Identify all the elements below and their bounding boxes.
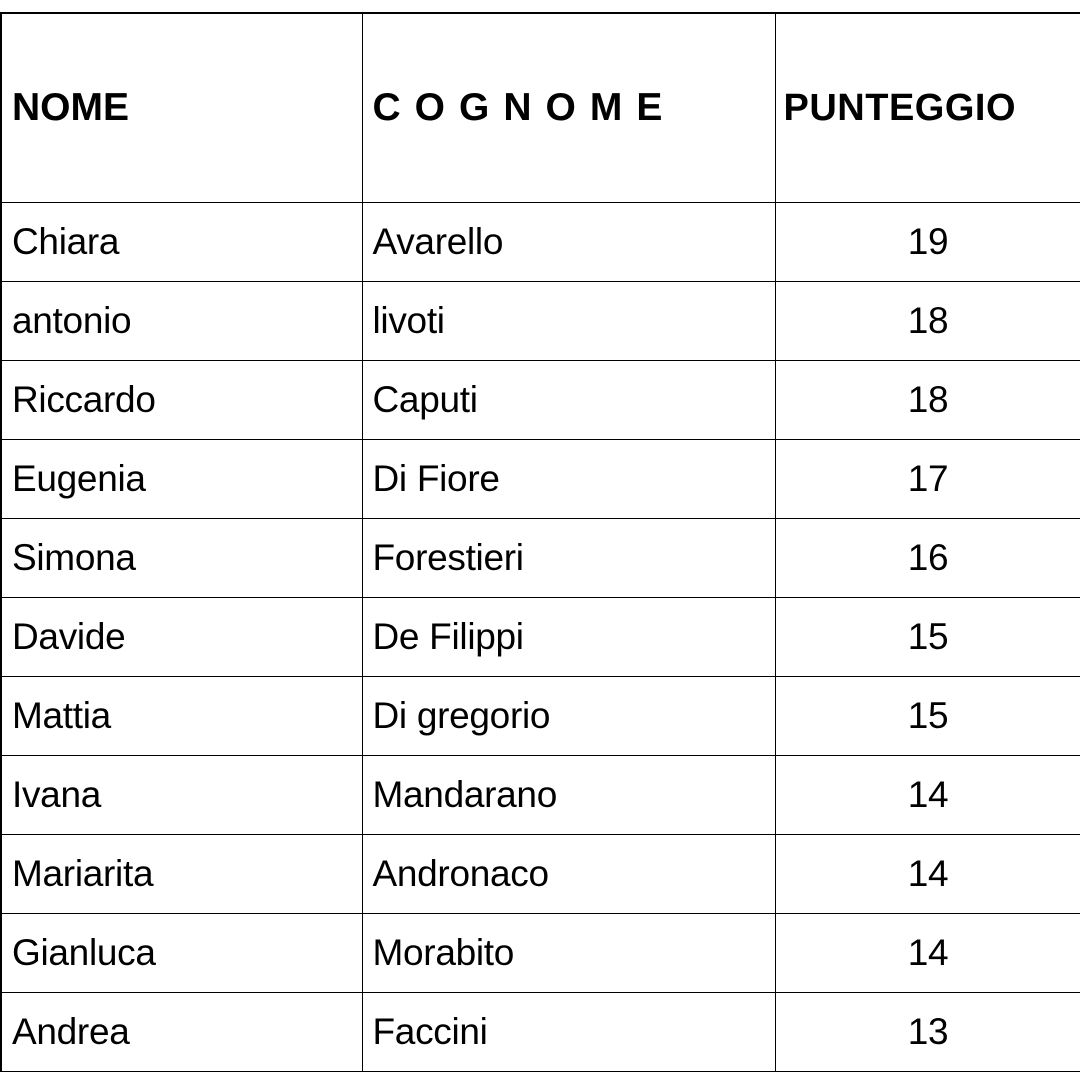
- cell-cognome: Morabito: [362, 914, 775, 993]
- table-row: [1, 993, 1080, 1072]
- table-row: [1, 756, 1080, 835]
- table-row: [1, 203, 1080, 282]
- cell-cognome: Di gregorio: [362, 677, 775, 756]
- cell-nome: Gianluca: [1, 914, 362, 993]
- cell-punteggio: 16: [775, 519, 1080, 598]
- cell-cognome: Di Fiore: [362, 440, 775, 519]
- cell-punteggio: 13: [775, 993, 1080, 1072]
- table-row: [1, 677, 1080, 756]
- cell-nome: Mariarita: [1, 835, 362, 914]
- cell-nome: Eugenia: [1, 440, 362, 519]
- cell-nome: Riccardo: [1, 361, 362, 440]
- cell-punteggio: 14: [775, 914, 1080, 993]
- cell-punteggio: 15: [775, 677, 1080, 756]
- table-row: [1, 282, 1080, 361]
- cell-cognome: Avarello: [362, 203, 775, 282]
- table-row: [1, 914, 1080, 993]
- table-row: [1, 835, 1080, 914]
- header-punteggio: PUNTEGGIO: [775, 13, 1080, 203]
- cell-punteggio: 18: [775, 361, 1080, 440]
- cell-cognome: Caputi: [362, 361, 775, 440]
- cell-nome: Simona: [1, 519, 362, 598]
- cell-nome: Andrea: [1, 993, 362, 1072]
- cell-punteggio: 17: [775, 440, 1080, 519]
- cell-cognome: livoti: [362, 282, 775, 361]
- ranking-table: [0, 12, 1080, 1072]
- ranking-table-container: [0, 12, 1080, 1092]
- cell-cognome: Andronaco: [362, 835, 775, 914]
- cell-punteggio: 18: [775, 282, 1080, 361]
- cell-cognome: Forestieri: [362, 519, 775, 598]
- table-row: [1, 440, 1080, 519]
- header-cognome: COGNOME: [362, 13, 775, 203]
- cell-nome: Ivana: [1, 756, 362, 835]
- cell-cognome: Faccini: [362, 993, 775, 1072]
- cell-punteggio: 15: [775, 598, 1080, 677]
- cell-punteggio: 14: [775, 756, 1080, 835]
- cell-cognome: Mandarano: [362, 756, 775, 835]
- cell-nome: Mattia: [1, 677, 362, 756]
- table-row: [1, 361, 1080, 440]
- table-row: [1, 598, 1080, 677]
- header-nome: NOME: [1, 13, 362, 203]
- cell-nome: Chiara: [1, 203, 362, 282]
- cell-punteggio: 14: [775, 835, 1080, 914]
- table-header-row: [1, 13, 1080, 203]
- cell-cognome: De Filippi: [362, 598, 775, 677]
- cell-nome: antonio: [1, 282, 362, 361]
- cell-punteggio: 19: [775, 203, 1080, 282]
- cell-nome: Davide: [1, 598, 362, 677]
- table-row: [1, 519, 1080, 598]
